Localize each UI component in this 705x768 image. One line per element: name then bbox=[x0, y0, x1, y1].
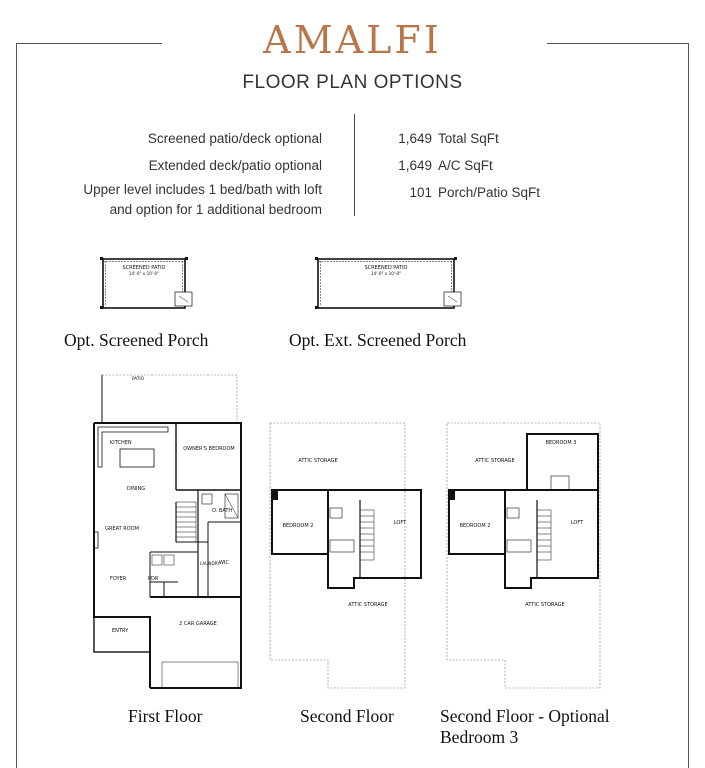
room-label-entry: ENTRY bbox=[112, 628, 129, 634]
room-label-great-room: GREAT ROOM bbox=[105, 526, 139, 532]
stat-porch-sqft bbox=[392, 185, 540, 200]
room-label-garage: 2 CAR GARAGE bbox=[179, 621, 217, 627]
caption-opt-ext-screened-porch: Opt. Ext. Screened Porch bbox=[289, 330, 467, 350]
room-dims: 14'-0" x 10'-0" bbox=[128, 271, 160, 276]
caption-first-floor: First Floor bbox=[128, 706, 203, 726]
room-label-screened-patio: SCREENED PATIO bbox=[364, 265, 408, 271]
feature-text: Screened patio/deck optional bbox=[147, 131, 322, 146]
first-floor-plan bbox=[88, 372, 250, 694]
room-label-dining: DINING bbox=[126, 486, 146, 492]
feature-text: and option for 1 additional bedroom bbox=[109, 202, 322, 217]
stat-label: Porch/Patio SqFt bbox=[438, 185, 541, 200]
page-subtitle: FLOOR PLAN OPTIONS bbox=[242, 72, 463, 93]
room-label-attic-storage-top: ATTIC STORAGE bbox=[298, 458, 338, 464]
room-label-wic: WIC bbox=[219, 560, 229, 566]
room-dims: 14'-0" x 10'-0" bbox=[370, 271, 402, 276]
stat-ac-sqft bbox=[392, 158, 493, 173]
stat-value: 101 bbox=[409, 185, 432, 200]
stat-total-sqft bbox=[392, 131, 499, 146]
room-label-pdr: PDR bbox=[148, 576, 159, 582]
room-label-bedroom-2: BEDROOM 2 bbox=[459, 523, 491, 529]
room-label-foyer: FOYER bbox=[110, 576, 127, 582]
room-label-screened-patio: SCREENED PATIO bbox=[122, 265, 166, 271]
frame-left-line bbox=[16, 43, 17, 768]
stat-value: 1,649 bbox=[398, 131, 432, 146]
room-label-attic-storage-bottom: ATTIC STORAGE bbox=[525, 602, 565, 608]
stat-value: 1,649 bbox=[398, 158, 432, 173]
room-label-loft: LOFT bbox=[393, 520, 407, 526]
ext-screened-porch-plan bbox=[312, 256, 482, 312]
room-label-attic-storage-bottom: ATTIC STORAGE bbox=[348, 602, 388, 608]
caption-second-floor-optional bbox=[440, 706, 610, 748]
second-floor-plan bbox=[266, 420, 428, 692]
room-label-owners-bedroom: OWNER'S BEDROOM bbox=[183, 446, 235, 452]
room-label-bedroom-2: BEDROOM 2 bbox=[282, 523, 314, 529]
page-title: AMALFI bbox=[263, 18, 442, 62]
room-label-kitchen: KITCHEN bbox=[110, 440, 132, 446]
room-label-attic-storage-top: ATTIC STORAGE bbox=[475, 458, 515, 464]
feature-divider bbox=[354, 114, 355, 216]
room-label-o-bath: O. BATH bbox=[212, 508, 233, 514]
room-label-laundry: LAUNDRY bbox=[200, 561, 220, 566]
stat-label: A/C SqFt bbox=[438, 158, 493, 173]
room-label-loft: LOFT bbox=[570, 520, 584, 526]
caption-opt-screened-porch: Opt. Screened Porch bbox=[64, 330, 209, 350]
stat-label: Total SqFt bbox=[438, 131, 499, 146]
caption-line-2: Bedroom 3 bbox=[440, 727, 519, 747]
feature-text: Upper level includes 1 bed/bath with loft bbox=[83, 182, 322, 197]
room-label-bedroom-3: BEDROOM 3 bbox=[545, 440, 577, 446]
caption-second-floor: Second Floor bbox=[300, 706, 394, 726]
frame-right-line bbox=[688, 43, 689, 768]
second-floor-optional-plan bbox=[443, 420, 605, 692]
screened-porch-plan bbox=[95, 256, 205, 312]
caption-line-1: Second Floor - Optional bbox=[440, 706, 610, 726]
room-label-patio: PATIO bbox=[132, 376, 144, 381]
feature-text: Extended deck/patio optional bbox=[148, 158, 322, 173]
